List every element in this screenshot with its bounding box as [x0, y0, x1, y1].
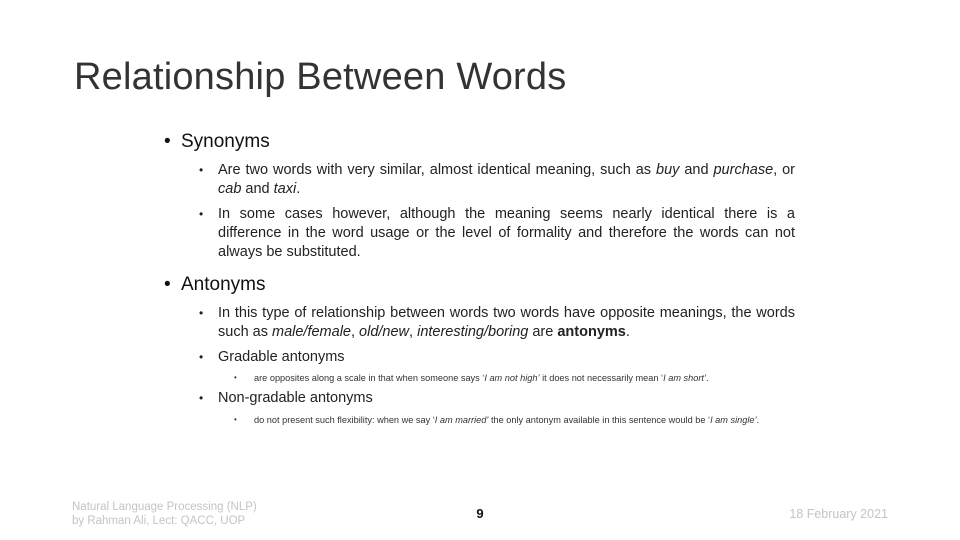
example-phrase: I am short’ — [663, 373, 706, 383]
bullet-icon: • — [199, 306, 204, 320]
example-phrase: I am not high’ — [484, 373, 540, 383]
non-gradable-antonyms-detail — [234, 414, 795, 426]
footer-course-title: Natural Language Processing (NLP) — [72, 501, 257, 513]
text-segment: , — [409, 324, 418, 340]
example-word: purchase — [713, 162, 774, 178]
text-segment: are opposites along a scale in that when someone says ‘ — [254, 373, 485, 383]
bullet-icon: • — [199, 207, 204, 221]
text-segment: and — [241, 181, 274, 197]
text-segment: . — [706, 373, 709, 383]
text-segment: . — [625, 324, 630, 340]
example-word: taxi — [273, 181, 297, 197]
synonyms-heading: Synonyms — [181, 131, 270, 152]
synonyms-point-2-text: In some cases however, although the meaning seems nearly identical there is a difference in the word usage or the level of formality and therefore the words can not always be substituted. — [218, 206, 795, 260]
example-word: buy — [656, 162, 680, 178]
text-segment: , or — [773, 162, 796, 178]
synonyms-point-2 — [199, 205, 795, 262]
text-segment: In this type of relationship between words two words have opposite meanings, the words such as — [218, 305, 795, 340]
text-segment: . — [296, 181, 301, 197]
footer-course-info — [72, 500, 272, 528]
example-word: cab — [218, 181, 242, 197]
synonyms-point-1 — [199, 161, 795, 199]
bullet-icon: • — [164, 274, 171, 295]
text-segment: are — [528, 324, 558, 340]
bullet-icon: • — [234, 373, 237, 382]
text-segment: . — [756, 415, 760, 425]
antonyms-point-1-text — [218, 304, 795, 342]
non-gradable-antonyms-label: Non-gradable antonyms — [218, 390, 373, 406]
bullet-icon: • — [164, 131, 171, 152]
footer-author: by Rahman Ali, Lect: QACC, UOP — [72, 515, 246, 527]
slide-title: Relationship Between Words — [74, 56, 567, 98]
example-phrase: I am single’ — [710, 415, 757, 425]
bullet-icon: • — [199, 163, 204, 177]
example-phrase: I am married’ — [434, 415, 489, 425]
text-segment: Are two words with very similar, almost identical meaning, such as — [218, 162, 656, 178]
bullet-icon: • — [199, 350, 204, 364]
key-term: antonyms — [557, 324, 626, 340]
antonyms-point-1 — [199, 304, 795, 342]
footer-date: 18 February 2021 — [789, 507, 888, 521]
gradable-antonyms-detail — [234, 372, 795, 384]
text-segment: it does not necessarily mean ‘ — [539, 373, 664, 383]
text-segment: the only antonym available in this sentence would be ‘ — [488, 415, 711, 425]
synonyms-point-1-text — [218, 161, 795, 199]
antonyms-heading: Antonyms — [181, 274, 266, 295]
example-word: interesting/boring — [417, 324, 529, 340]
synonyms-heading-item — [164, 131, 270, 153]
gradable-antonyms-item — [199, 348, 795, 367]
example-word: male/female — [272, 324, 351, 340]
gradable-antonyms-label: Gradable antonyms — [218, 349, 345, 365]
antonyms-heading-item — [164, 274, 265, 296]
non-gradable-antonyms-detail-text — [254, 414, 795, 426]
text-segment: , — [350, 324, 360, 340]
example-word: old/new — [359, 324, 410, 340]
page-number: 9 — [476, 506, 484, 521]
gradable-antonyms-detail-text — [254, 372, 795, 384]
non-gradable-antonyms-item — [199, 389, 795, 408]
bullet-icon: • — [199, 391, 204, 405]
bullet-icon: • — [234, 415, 237, 424]
text-segment: do not present such flexibility: when we say ‘ — [254, 415, 435, 425]
text-segment: and — [679, 162, 714, 178]
